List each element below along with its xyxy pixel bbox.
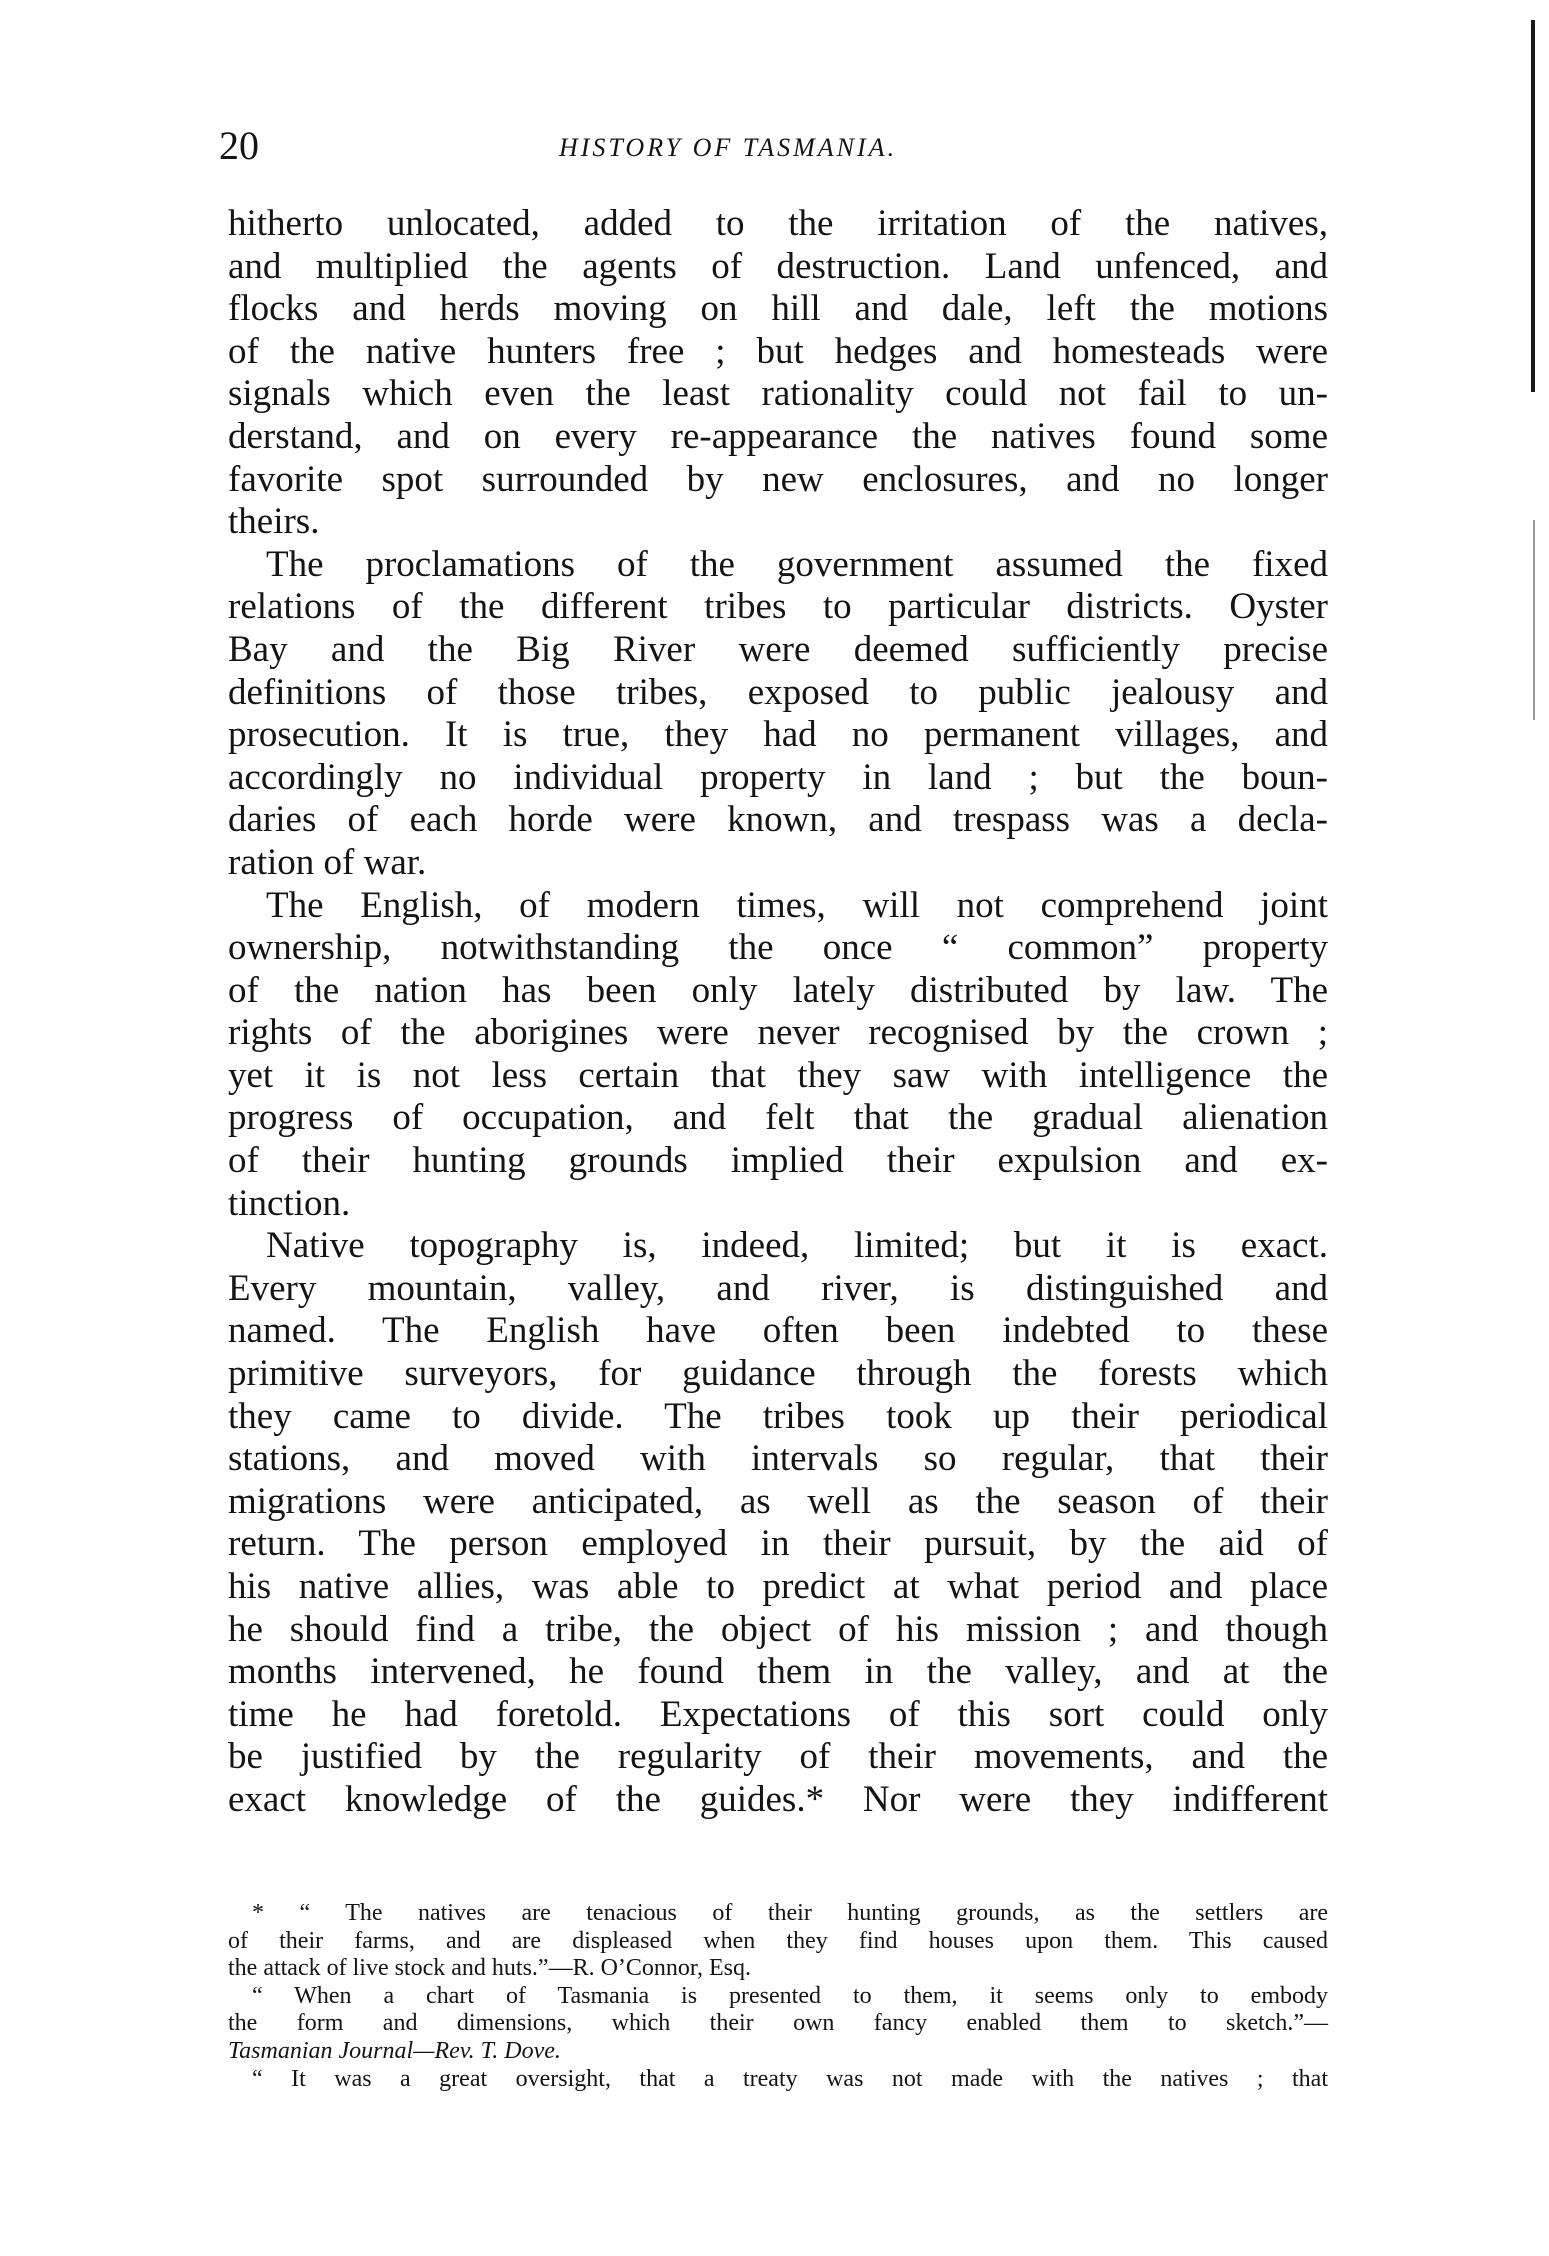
- footnote-line: the form and dimensions, which their own fancy enabled them to sketch.”—: [228, 2010, 1328, 2037]
- paragraph-first-line: The proclamations of the government assumed the fixed: [266, 543, 1328, 585]
- page-header: [219, 116, 1329, 176]
- text-line: accordingly no individual property in land ; but the boun-: [228, 756, 1328, 798]
- text-line: progress of occupation, and felt that the gradual alienation: [228, 1097, 1328, 1139]
- footnote-line: Tasmanian Journal—Rev. T. Dove.: [228, 2037, 561, 2064]
- footnote-line: “ When a chart of Tasmania is presented to them, it seems only to embody: [252, 1982, 1328, 2009]
- scan-edge-rule-faint: [1533, 520, 1535, 720]
- page-number: 20: [219, 123, 259, 168]
- text-line: ration of war.: [228, 841, 427, 883]
- text-line: his native allies, was able to predict at what period and place: [228, 1566, 1328, 1607]
- text-line: favorite spot surrounded by new enclosures, and no longer: [228, 458, 1328, 500]
- text-line: stations, and moved with intervals so regular, that their: [228, 1438, 1328, 1480]
- text-line: primitive surveyors, for guidance through the forests which: [228, 1353, 1328, 1395]
- text-line: relations of the different tribes to particular districts. Oyster: [228, 586, 1328, 628]
- text-line: return. The person employed in their pursuit, by the aid of: [228, 1523, 1328, 1565]
- text-line: signals which even the least rationality could not fail to un-: [228, 373, 1328, 415]
- text-line: daries of each horde were known, and trespass was a decla-: [228, 799, 1328, 841]
- footnote-line: * “ The natives are tenacious of their hunting grounds, as the settlers are: [252, 1900, 1328, 1926]
- footnote-line: “ It was a great oversight, that a treaty was not made with the natives ; that: [252, 2065, 1328, 2092]
- footnotes: [228, 1900, 1328, 2093]
- text-line: named. The English have often been indebted to these: [228, 1310, 1328, 1352]
- running-title: HISTORY OF TASMANIA.: [559, 133, 898, 162]
- footnote-line: the attack of live stock and huts.”—R. O’Connor, Esq.: [228, 1955, 751, 1982]
- text-line: months intervened, he found them in the valley, and at the: [228, 1651, 1328, 1693]
- text-line: of their hunting grounds implied their expulsion and ex-: [228, 1140, 1328, 1182]
- text-line: and multiplied the agents of destruction. Land unfenced, and: [228, 245, 1328, 287]
- text-line: migrations were anticipated, as well as the season of their: [228, 1480, 1328, 1522]
- text-line: theirs.: [228, 501, 320, 543]
- text-line: rights of the aborigines were never recognised by the crown ;: [228, 1012, 1328, 1054]
- paragraph-first-line: Native topography is, indeed, limited; but it is exact.: [266, 1225, 1328, 1267]
- scan-edge-rule: [1531, 20, 1535, 392]
- text-line: flocks and herds moving on hill and dale, left the motions: [228, 288, 1328, 330]
- text-line: hitherto unlocated, added to the irritation of the natives,: [228, 203, 1328, 244]
- text-line: time he had foretold. Expectations of this sort could only: [228, 1693, 1328, 1735]
- text-line: tinction.: [228, 1182, 351, 1224]
- text-line: ownership, notwithstanding the once “ common” property: [228, 927, 1328, 969]
- text-line: of the nation has been only lately distributed by law. The: [228, 969, 1328, 1011]
- text-line: exact knowledge of the guides.* Nor were they indifferent: [228, 1778, 1328, 1820]
- text-line: definitions of those tribes, exposed to public jealousy and: [228, 671, 1328, 713]
- text-line: Every mountain, valley, and river, is distinguished and: [228, 1267, 1328, 1309]
- text-line: of the native hunters free ; but hedges and homesteads were: [228, 330, 1328, 372]
- footnote-line: of their farms, and are displeased when they find houses upon them. This caused: [228, 1927, 1328, 1954]
- paragraph-first-line: The English, of modern times, will not comprehend joint: [266, 884, 1328, 926]
- body-text: [228, 203, 1328, 1822]
- text-line: yet it is not less certain that they saw with intelligence the: [228, 1054, 1328, 1096]
- text-line: he should find a tribe, the object of his mission ; and though: [228, 1608, 1328, 1650]
- text-line: they came to divide. The tribes took up their periodical: [228, 1395, 1328, 1437]
- text-line: derstand, and on every re-appearance the natives found some: [228, 415, 1328, 457]
- text-line: Bay and the Big River were deemed sufficiently precise: [228, 628, 1328, 670]
- text-line: prosecution. It is true, they had no permanent villages, and: [228, 714, 1328, 756]
- text-line: be justified by the regularity of their movements, and the: [228, 1736, 1328, 1778]
